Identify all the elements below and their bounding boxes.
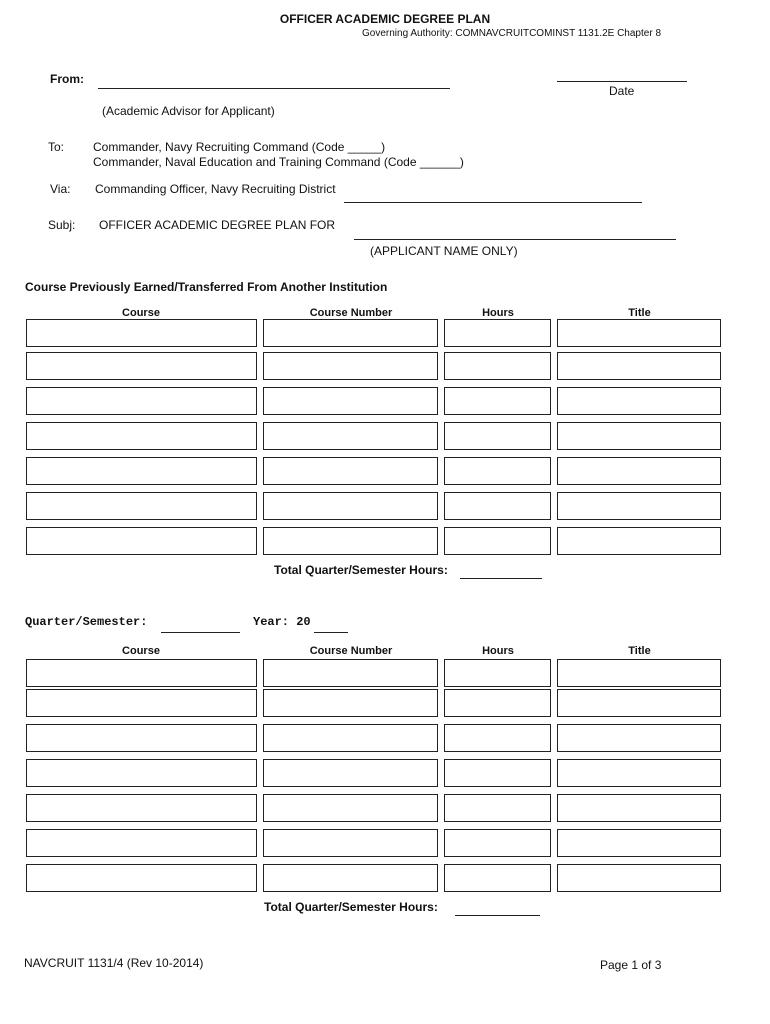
page-number: Page 1 of 3 bbox=[600, 958, 662, 972]
from-label: From: bbox=[50, 72, 84, 86]
section2-row5-course-number-input[interactable] bbox=[263, 794, 438, 822]
section2-row7-course-number-input[interactable] bbox=[263, 864, 438, 892]
section2-row6-course-number-input[interactable] bbox=[263, 829, 438, 857]
via-text: Commanding Officer, Navy Recruiting District bbox=[95, 182, 336, 196]
section1-row3-hours-input[interactable] bbox=[444, 387, 551, 415]
section1-row2-course-input[interactable] bbox=[26, 352, 257, 380]
section2-row3-course-number-input[interactable] bbox=[263, 724, 438, 752]
section1-row4-title-input[interactable] bbox=[557, 422, 721, 450]
section2-row4-title-input[interactable] bbox=[557, 759, 721, 787]
section1-row7-course-number-input[interactable] bbox=[263, 527, 438, 555]
section2-row4-course-input[interactable] bbox=[26, 759, 257, 787]
section2-row6-title-input[interactable] bbox=[557, 829, 721, 857]
section2-row4-hours-input[interactable] bbox=[444, 759, 551, 787]
via-label: Via: bbox=[50, 182, 71, 196]
from-field[interactable] bbox=[98, 88, 450, 89]
governing-authority: Governing Authority: COMNAVCRUITCOMINST 1131.2E Chapter 8 bbox=[362, 28, 661, 39]
col-header-course-number-2: Course Number bbox=[309, 645, 393, 657]
section1-row1-course-number-input[interactable] bbox=[263, 319, 438, 347]
section1-row4-course-number-input[interactable] bbox=[263, 422, 438, 450]
subj-text: OFFICER ACADEMIC DEGREE PLAN FOR bbox=[99, 218, 336, 232]
section2-row1-course-number-input[interactable] bbox=[263, 659, 438, 687]
section1-row2-hours-input[interactable] bbox=[444, 352, 551, 380]
to-label: To: bbox=[48, 140, 65, 154]
date-caption: Date bbox=[609, 84, 635, 98]
section2-row6-hours-input[interactable] bbox=[444, 829, 551, 857]
applicant-name-caption: (APPLICANT NAME ONLY) bbox=[370, 244, 518, 258]
applicant-name-field[interactable] bbox=[354, 239, 676, 240]
section2-row3-title-input[interactable] bbox=[557, 724, 721, 752]
section2-row5-title-input[interactable] bbox=[557, 794, 721, 822]
section1-row6-hours-input[interactable] bbox=[444, 492, 551, 520]
form-id: NAVCRUIT 1131/4 (Rev 10-2014) bbox=[24, 956, 204, 970]
col-header-hours: Hours bbox=[482, 307, 514, 319]
section1-total-label: Total Quarter/Semester Hours: bbox=[274, 563, 448, 577]
section1-row6-title-input[interactable] bbox=[557, 492, 721, 520]
col-header-hours-2: Hours bbox=[482, 645, 514, 657]
section1-row7-title-input[interactable] bbox=[557, 527, 721, 555]
section2-row5-course-input[interactable] bbox=[26, 794, 257, 822]
section1-row6-course-input[interactable] bbox=[26, 492, 257, 520]
section2-row3-hours-input[interactable] bbox=[444, 724, 551, 752]
section2-row1-course-input[interactable] bbox=[26, 659, 257, 687]
col-header-title-2: Title bbox=[628, 645, 651, 657]
year-field[interactable] bbox=[314, 632, 348, 633]
to-line-2: Commander, Naval Education and Training Command (Code ______) bbox=[93, 155, 464, 169]
section2-row1-hours-input[interactable] bbox=[444, 659, 551, 687]
section1-row2-title-input[interactable] bbox=[557, 352, 721, 380]
section2-total-label: Total Quarter/Semester Hours: bbox=[264, 900, 438, 914]
section2-row7-title-input[interactable] bbox=[557, 864, 721, 892]
quarter-semester-field[interactable] bbox=[161, 632, 240, 633]
col-header-course-number: Course Number bbox=[309, 307, 393, 319]
section1-row1-course-input[interactable] bbox=[26, 319, 257, 347]
section2-row7-course-input[interactable] bbox=[26, 864, 257, 892]
section1-row1-title-input[interactable] bbox=[557, 319, 721, 347]
form-title: OFFICER ACADEMIC DEGREE PLAN bbox=[279, 12, 491, 26]
col-header-title: Title bbox=[628, 307, 651, 319]
section2-row2-title-input[interactable] bbox=[557, 689, 721, 717]
via-district-field[interactable] bbox=[344, 202, 642, 203]
section1-row6-course-number-input[interactable] bbox=[263, 492, 438, 520]
section1-row1-hours-input[interactable] bbox=[444, 319, 551, 347]
section1-row7-hours-input[interactable] bbox=[444, 527, 551, 555]
section1-row5-title-input[interactable] bbox=[557, 457, 721, 485]
section2-row7-hours-input[interactable] bbox=[444, 864, 551, 892]
section2-row2-course-input[interactable] bbox=[26, 689, 257, 717]
section2-row1-title-input[interactable] bbox=[557, 659, 721, 687]
section1-row5-course-number-input[interactable] bbox=[263, 457, 438, 485]
section1-row3-course-number-input[interactable] bbox=[263, 387, 438, 415]
year-label: Year: 20 bbox=[253, 615, 311, 629]
col-header-course-2: Course bbox=[122, 645, 160, 657]
section1-row4-hours-input[interactable] bbox=[444, 422, 551, 450]
to-line-1: Commander, Navy Recruiting Command (Code _____) bbox=[93, 140, 386, 154]
section1-row3-title-input[interactable] bbox=[557, 387, 721, 415]
section1-row5-course-input[interactable] bbox=[26, 457, 257, 485]
subj-label: Subj: bbox=[48, 218, 76, 232]
section2-row3-course-input[interactable] bbox=[26, 724, 257, 752]
section2-row5-hours-input[interactable] bbox=[444, 794, 551, 822]
section2-row2-course-number-input[interactable] bbox=[263, 689, 438, 717]
section2-total-field[interactable] bbox=[455, 915, 540, 916]
section2-row2-hours-input[interactable] bbox=[444, 689, 551, 717]
section1-heading: Course Previously Earned/Transferred From Another Institution bbox=[25, 280, 388, 294]
section1-row5-hours-input[interactable] bbox=[444, 457, 551, 485]
section1-total-field[interactable] bbox=[460, 578, 542, 579]
date-field[interactable] bbox=[557, 81, 687, 82]
section2-row4-course-number-input[interactable] bbox=[263, 759, 438, 787]
section2-row6-course-input[interactable] bbox=[26, 829, 257, 857]
col-header-course: Course bbox=[122, 307, 160, 319]
quarter-semester-label: Quarter/Semester: bbox=[25, 615, 148, 629]
advisor-caption: (Academic Advisor for Applicant) bbox=[102, 104, 275, 118]
section1-row2-course-number-input[interactable] bbox=[263, 352, 438, 380]
section1-row4-course-input[interactable] bbox=[26, 422, 257, 450]
section1-row7-course-input[interactable] bbox=[26, 527, 257, 555]
section1-row3-course-input[interactable] bbox=[26, 387, 257, 415]
